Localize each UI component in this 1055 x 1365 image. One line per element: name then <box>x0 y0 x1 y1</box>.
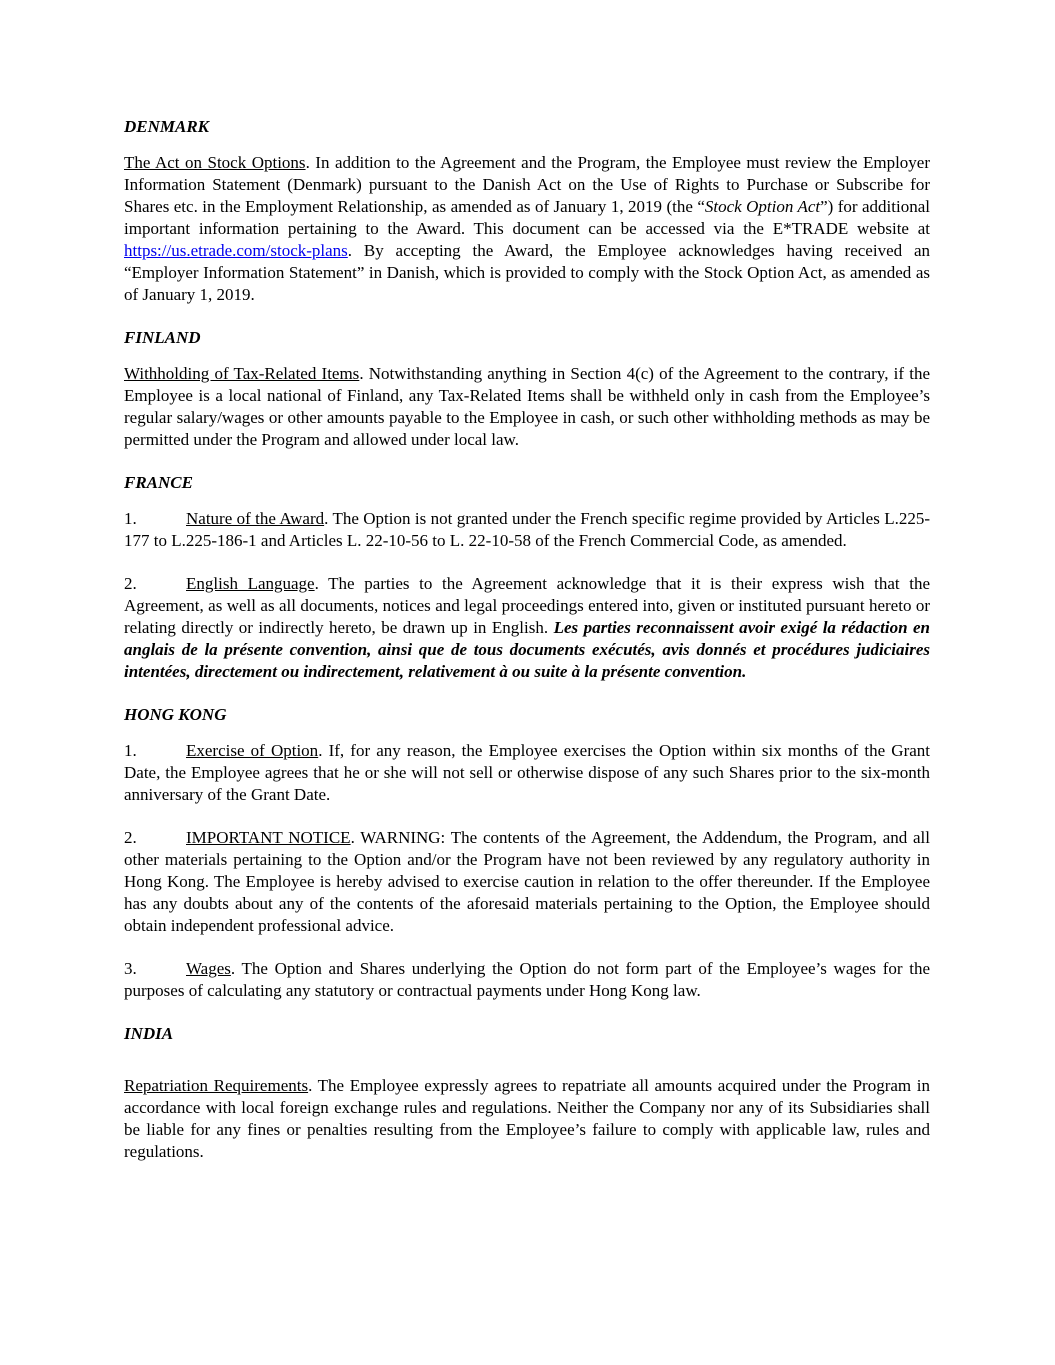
section-india <box>124 1023 930 1163</box>
paragraph <box>124 152 930 306</box>
section-heading-finland: FINLAND <box>124 328 201 347</box>
text-run: . The parties to the Agreement acknowledge that it is their express wish that the Agreement, as well as all documents, notices and legal proceedings entered into, given or instituted pursuant hereto or relating directly or indirectly hereto, be drawn up in English. <box>124 574 931 637</box>
section-heading-france: FRANCE <box>124 473 193 492</box>
text-run: . WARNING: The contents of the Agreement, the Addendum, the Program, and all other materials pertaining to the Option and/or the Program have not been reviewed by any regulatory authority in Hong Kong. The Employee is hereby advised to exercise caution in relation to the offer thereunder. If the Employee has any doubts about any of the contents of the aforesaid materials pertaining to the Option, the Employee should obtain independent professional advice. <box>124 828 930 935</box>
paragraph <box>124 363 930 451</box>
section-heading-hong-kong: HONG KONG <box>124 705 227 724</box>
stock-plans-link[interactable]: https://us.etrade.com/stock-plans <box>124 241 348 260</box>
text-run: . The Option and Shares underlying the Option do not form part of the Employee’s wages for the purposes of calculating any statutory or contractual payments under Hong Kong law. <box>124 959 930 1000</box>
section-finland <box>124 327 930 451</box>
text-run: . Notwithstanding anything in Section 4(c) of the Agreement to the contrary, if the Employee is a local national of Finland, any Tax-Related Items shall be withheld only in cash from the Employee’s regular salary/wages or other amounts payable to the Employee in cash, or such other withholding methods as may be permitted under the Program and allowed under local law. <box>124 364 930 449</box>
paragraph-number: 2. <box>124 828 137 847</box>
paragraph <box>124 1075 930 1163</box>
paragraph <box>124 508 930 552</box>
text-run: Withholding of Tax-Related Items <box>124 364 360 383</box>
text-run: IMPORTANT NOTICE <box>186 828 351 847</box>
paragraph-number: 2. <box>124 574 137 593</box>
paragraph-number: 1. <box>124 509 137 528</box>
text-run: The Act on Stock Options <box>124 153 306 172</box>
paragraph-number: 3. <box>124 959 137 978</box>
text-run: . If, for any reason, the Employee exercises the Option within six months of the Grant Date, the Employee agrees that he or she will not sell or otherwise dispose of any such Shares prior to the six-month anniversary of the Grant Date. <box>124 741 930 804</box>
text-run: ”) for additional important information pertaining to the Award. This document can be accessed via the E*TRADE website at <box>124 197 931 238</box>
paragraph <box>124 827 930 937</box>
text-run: . By accepting the Award, the Employee acknowledges having received an “Employer Information Statement” in Danish, which is provided to comply with the Stock Option Act, as amended as of January 1, 2019. <box>124 241 930 304</box>
text-run: . The Option is not granted under the French specific regime provided by Articles L.225-177 to L.225-186-1 and Articles L. 22-10-56 to L. 22-10-58 of the French Commercial Code, as amended. <box>124 509 930 550</box>
section-heading-india: INDIA <box>124 1024 174 1043</box>
document-body <box>124 116 930 1163</box>
text-run: . In addition to the Agreement and the Program, the Employee must review the Employer Information Statement (Denmark) pursuant to the Danish Act on the Use of Rights to Purchase or Subscribe for Shares etc. in the Employment Relationship, as amended as of January 1, 2019 (the “ <box>124 153 930 216</box>
text-run: Wages <box>186 959 231 978</box>
paragraph-number: 1. <box>124 741 137 760</box>
text-run: Nature of the Award <box>186 509 325 528</box>
text-run: Stock Option Act <box>704 197 821 216</box>
section-heading-denmark: DENMARK <box>124 117 210 136</box>
paragraph <box>124 958 930 1002</box>
section-denmark <box>124 116 930 306</box>
text-run: Repatriation Requirements <box>124 1076 309 1095</box>
paragraph <box>124 740 930 806</box>
text-run: Les parties reconnaissent avoir exigé la rédaction en anglais de la présente convention, ainsi que de tous documents exécutés, avis donnés et procédures judiciaires intentées, directement ou indirectement, relativement à ou suite à la présente convention. <box>124 618 930 681</box>
text-run: . The Employee expressly agrees to repatriate all amounts acquired under the Program in accordance with local foreign exchange rules and regulations. Neither the Company nor any of its Subsidiaries shall be liable for any fines or penalties resulting from the Employee’s failure to comply with applicable law, rules and regulations. <box>124 1076 930 1161</box>
section-hong-kong <box>124 704 930 1002</box>
section-france <box>124 472 930 683</box>
text-run: Exercise of Option <box>186 741 319 760</box>
paragraph <box>124 573 930 683</box>
text-run: English Language <box>186 574 315 593</box>
